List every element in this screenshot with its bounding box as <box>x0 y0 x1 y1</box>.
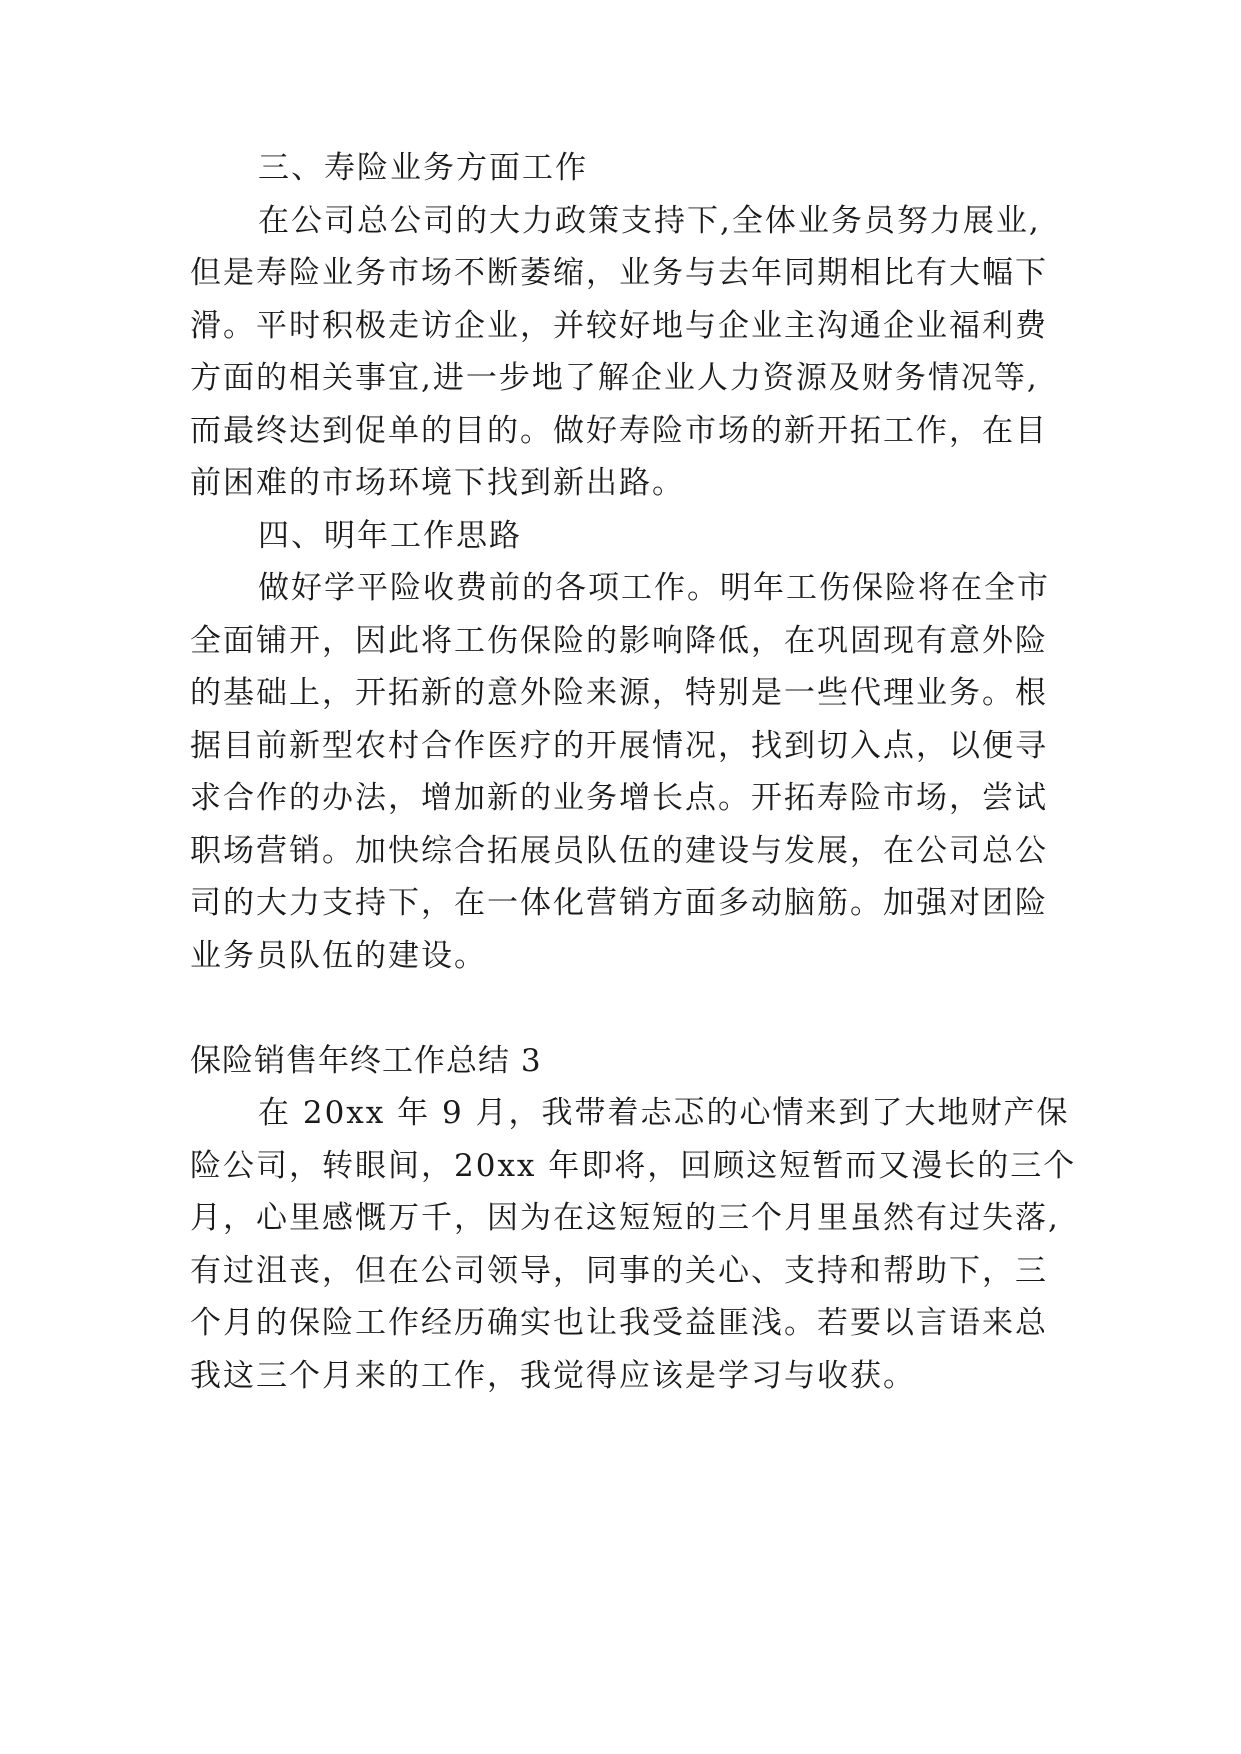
paragraph-line: 前困难的市场环境下找到新出路。 <box>190 465 685 501</box>
paragraph-line: 滑。平时积极走访企业，并较好地与企业主沟通企业福利费 <box>190 308 1048 344</box>
paragraph-line: 全面铺开，因此将工伤保险的影响降低，在巩固现有意外险 <box>190 623 1048 659</box>
paragraph-line: 求合作的办法，增加新的业务增长点。开拓寿险市场，尝试 <box>190 780 1048 816</box>
paragraph-line: 月，心里感慨万千，因为在这短短的三个月里虽然有过失落, <box>190 1200 1060 1236</box>
section-heading-4: 四、明年工作思路 <box>258 518 522 554</box>
paragraph-line: 有过沮丧，但在公司领导，同事的关心、支持和帮助下，三 <box>190 1253 1048 1289</box>
paragraph-line: 在公司总公司的大力政策支持下,全体业务员努力展业, <box>258 203 1041 239</box>
paragraph-line: 在 20xx 年 9 月，我带着忐忑的心情来到了大地财产保 <box>258 1095 1070 1131</box>
paragraph-line: 险公司，转眼间，20xx 年即将，回顾这短暂而又漫长的三个 <box>190 1148 1077 1184</box>
paragraph-line: 我这三个月来的工作，我觉得应该是学习与收获。 <box>190 1358 916 1394</box>
paragraph-line: 做好学平险收费前的各项工作。明年工伤保险将在全市 <box>258 570 1050 606</box>
section-heading-3: 三、寿险业务方面工作 <box>258 150 588 186</box>
paragraph-line: 而最终达到促单的目的。做好寿险市场的新开拓工作，在目 <box>190 413 1048 449</box>
paragraph-line: 个月的保险工作经历确实也让我受益匪浅。若要以言语来总 <box>190 1305 1048 1341</box>
paragraph-line: 但是寿险业务市场不断萎缩，业务与去年同期相比有大幅下 <box>190 255 1048 291</box>
paragraph-line: 司的大力支持下，在一体化营销方面多动脑筋。加强对团险 <box>190 885 1048 921</box>
document-title: 保险销售年终工作总结 3 <box>190 1043 542 1079</box>
paragraph-line: 据目前新型农村合作医疗的开展情况，找到切入点，以便寻 <box>190 728 1048 764</box>
paragraph-line: 业务员队伍的建设。 <box>190 938 487 974</box>
paragraph-line: 职场营销。加快综合拓展员队伍的建设与发展，在公司总公 <box>190 833 1048 869</box>
paragraph-line: 的基础上，开拓新的意外险来源，特别是一些代理业务。根 <box>190 675 1048 711</box>
paragraph-line: 方面的相关事宜,进一步地了解企业人力资源及财务情况等, <box>190 360 1039 396</box>
